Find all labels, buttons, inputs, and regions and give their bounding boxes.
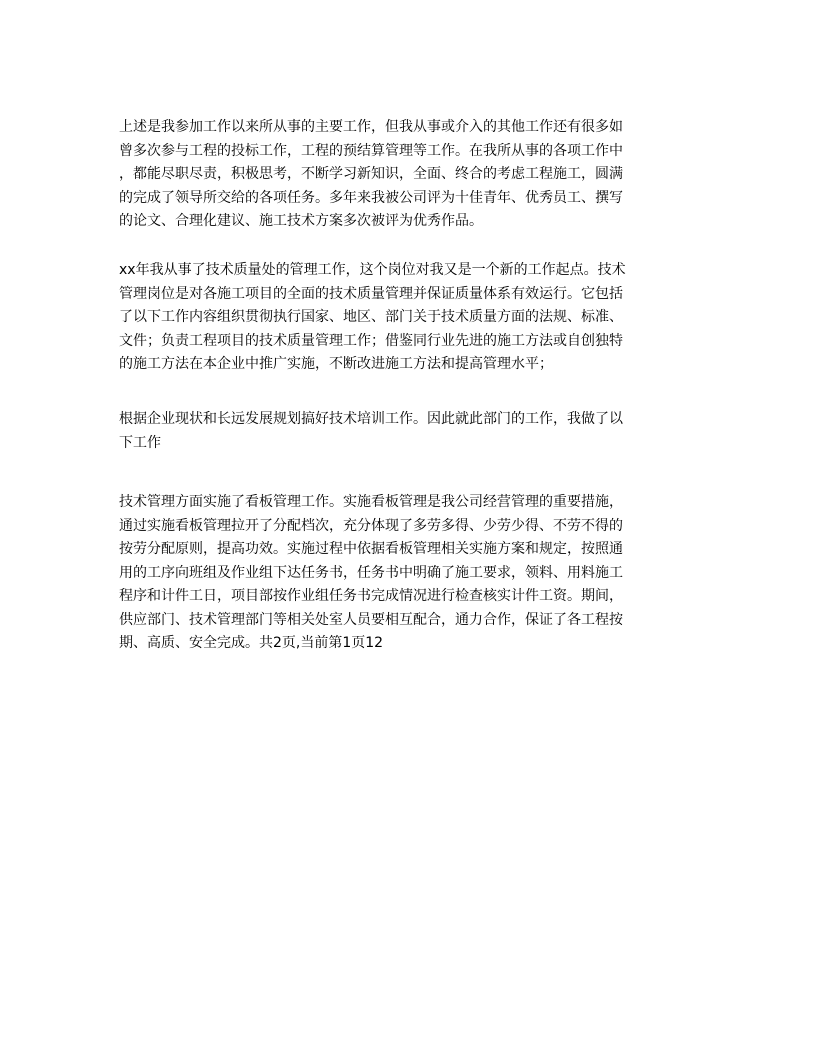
text-line: 的施工方法在本企业中推广实施，不断改进施工方法和提高管理水平； xyxy=(119,356,553,372)
text-line: 曾多次参与工程的投标工作，工程的预结算管理等工作。在我所从事的各项工作中 xyxy=(119,142,623,159)
text-line: 期、高质、安全完成。共2页,当前第1页12 xyxy=(119,635,384,651)
text-line: 用的工序向班组及作业组下达任务书，任务书中明确了施工要求，领料、用料施工 xyxy=(119,564,623,581)
text-line: ，都能尽职尽责，积极思考，不断学习新知识，全面、终合的考虑工程施工，圆满 xyxy=(119,166,623,182)
paragraph-quality-management xyxy=(119,259,699,377)
paragraph-work-summary xyxy=(119,116,699,234)
text-line: 上述是我参加工作以来所从事的主要工作，但我从事或介入的其他工作还有很多如 xyxy=(119,119,623,135)
text-line: 程序和计件工日，项目部按作业组任务书完成情况进行检查核实计件工资。期间， xyxy=(119,588,623,604)
text-line: xx年我从事了技术质量处的管理工作，这个岗位对我又是一个新的工作起点。技术 xyxy=(119,262,626,278)
text-line: 了以下工作内容组织贯彻执行国家、地区、部门关于技术质量方面的法规、标准、 xyxy=(119,309,623,325)
text-line: 供应部门、技术管理部门等相关处室人员要相互配合，通力合作，保证了各工程按 xyxy=(119,611,623,628)
text-line: 技术管理方面实施了看板管理工作。实施看板管理是我公司经营管理的重要措施， xyxy=(119,494,623,510)
text-line: 通过实施看板管理拉开了分配档次，充分体现了多劳多得、少劳少得、不劳不得的 xyxy=(119,517,623,534)
paragraph-training xyxy=(119,408,699,455)
text-line: 下工作 xyxy=(119,434,161,451)
text-line: 的论文、合理化建议、施工技术方案多次被评为优秀作品。 xyxy=(119,213,483,229)
text-line: 文件；负责工程项目的技术质量管理工作；借鉴同行业先进的施工方法或自创独特 xyxy=(119,332,623,349)
text-line: 根据企业现状和长远发展规划搞好技术培训工作。因此就此部门的工作，我做了以 xyxy=(119,411,623,427)
paragraph-kanban-management xyxy=(119,491,699,656)
text-line: 的完成了领导所交给的各项任务。多年来我被公司评为十佳青年、优秀员工、撰写 xyxy=(119,189,623,206)
text-line: 管理岗位是对各施工项目的全面的技术质量管理并保证质量体系有效运行。它包括 xyxy=(119,285,623,302)
text-line: 按劳分配原则，提高功效。实施过程中依据看板管理相关实施方案和规定，按照通 xyxy=(119,541,623,557)
